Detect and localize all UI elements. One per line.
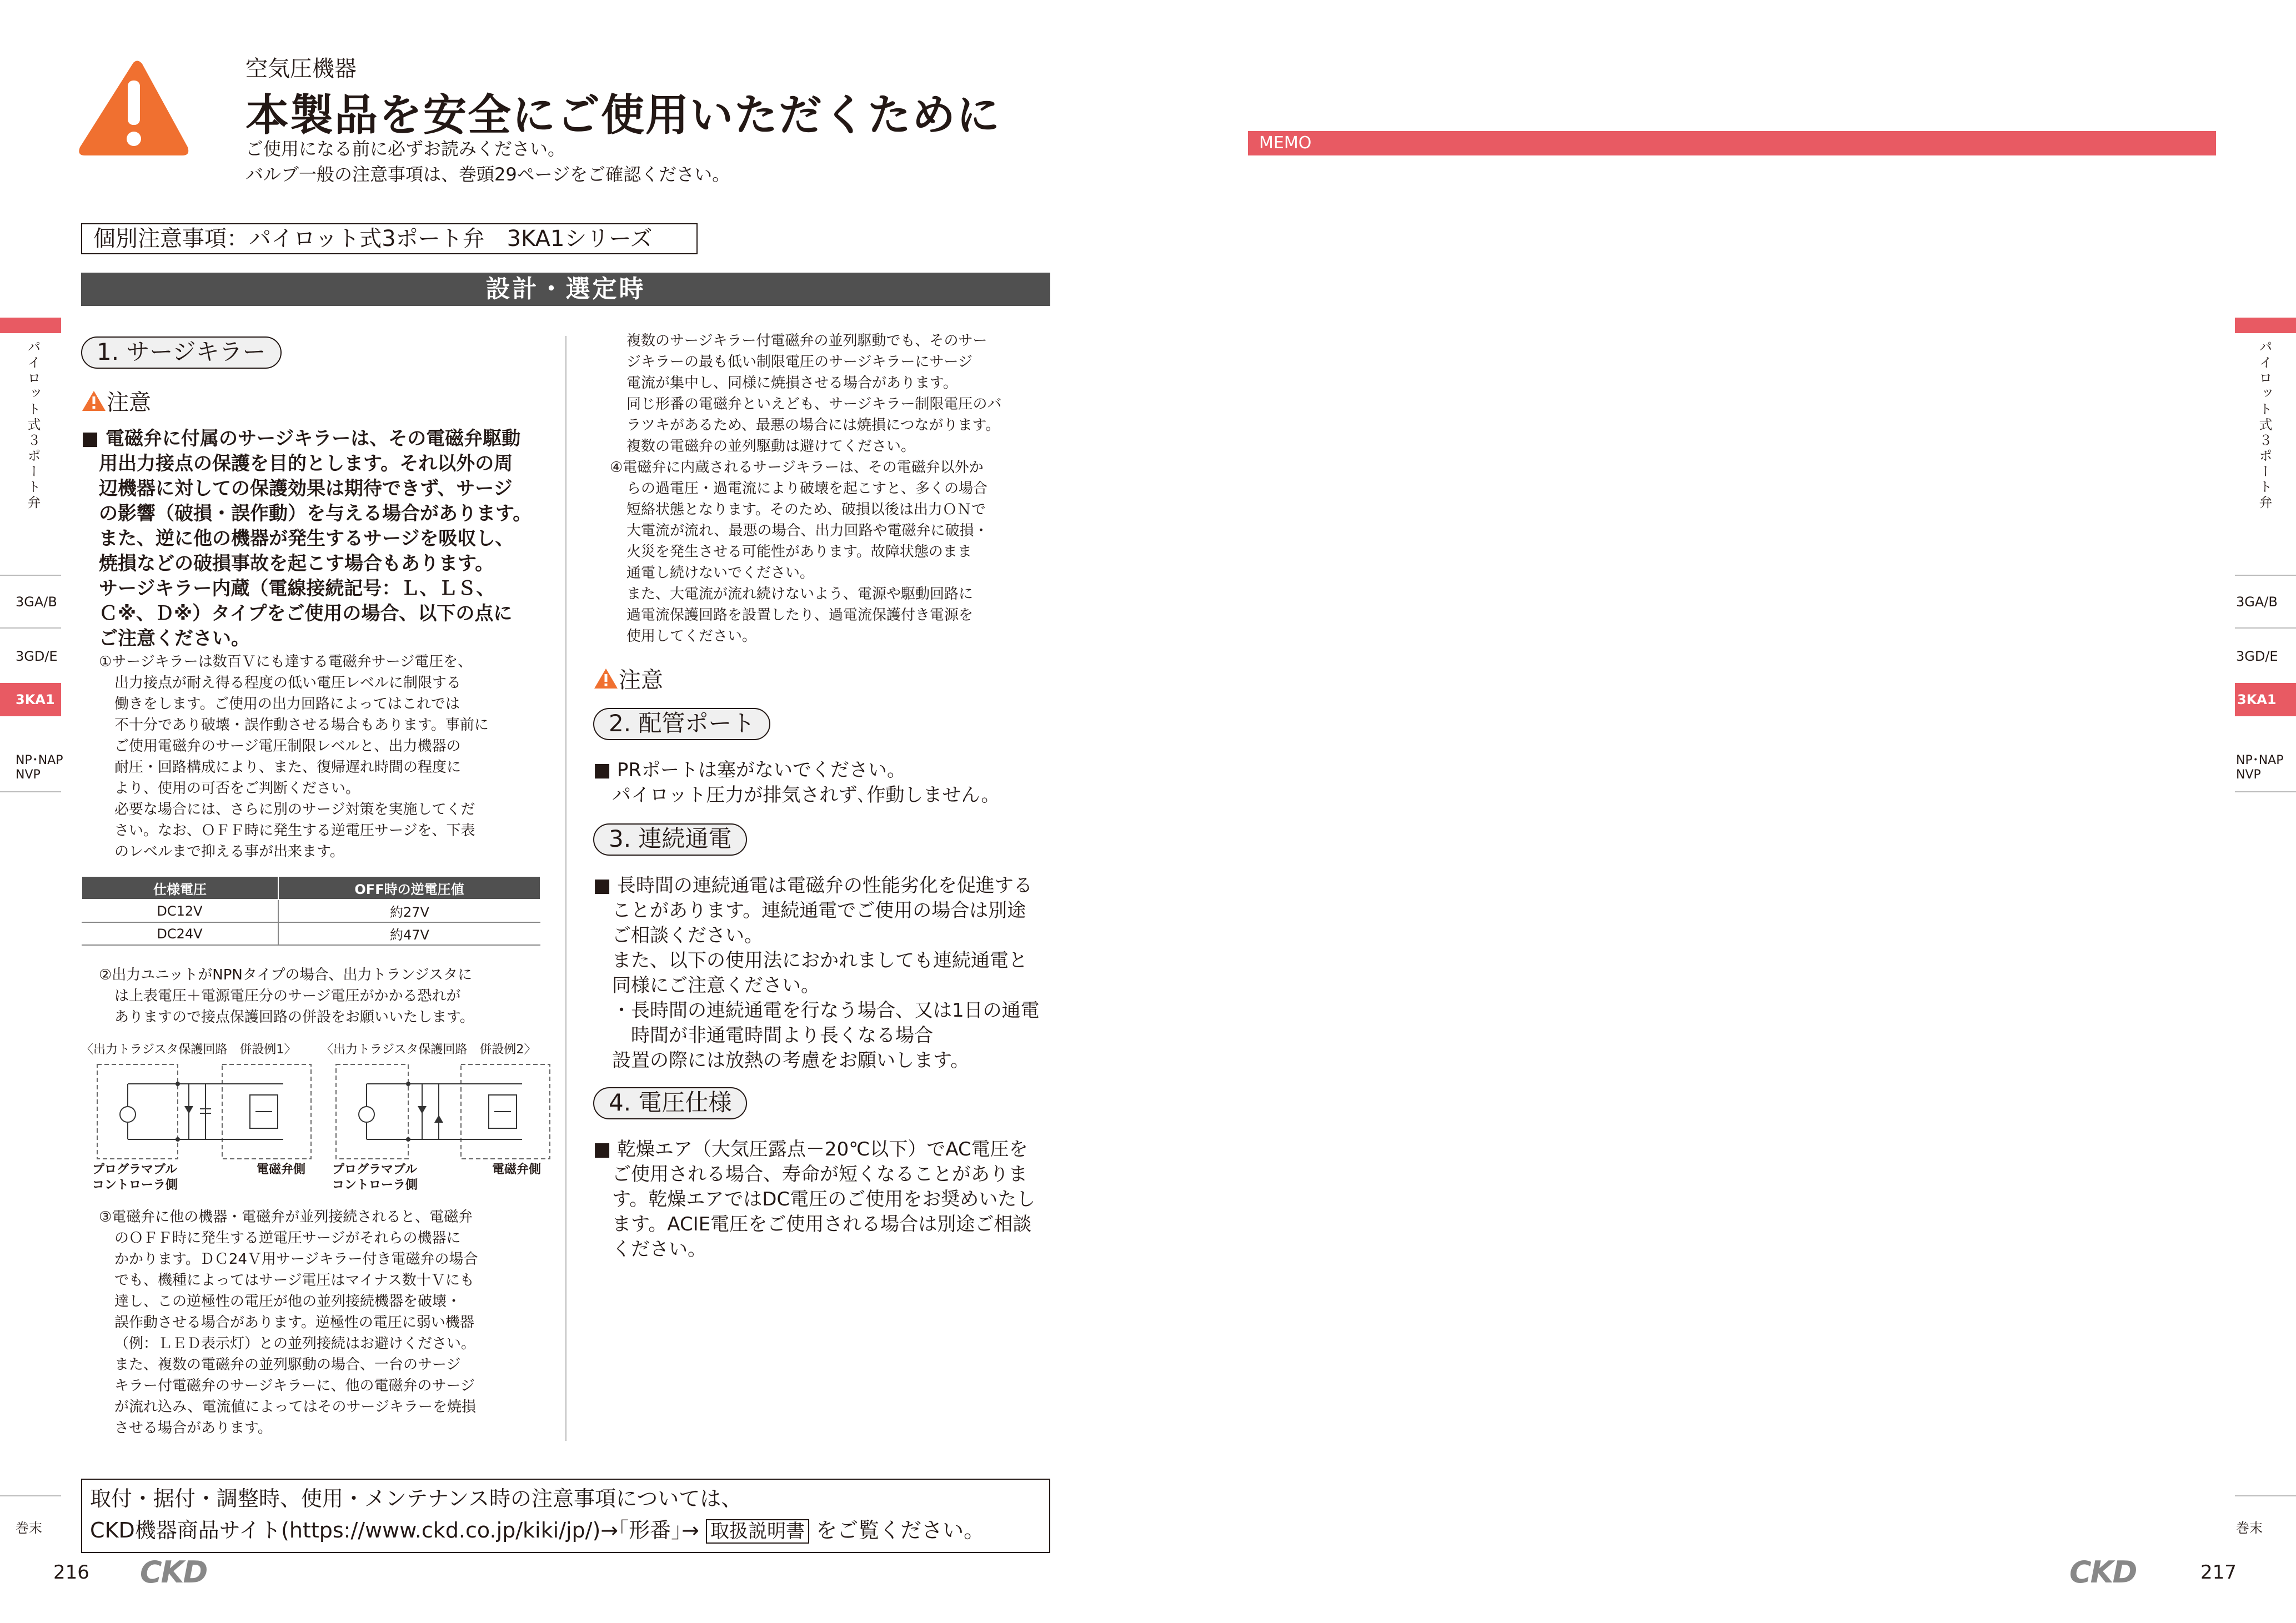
- piping-port-text: ■ PRポートは塞がないでください。 パイロット圧力が排気されず､作動しません。: [593, 759, 1000, 806]
- heading-piping-port: 2. 配管ポート: [593, 708, 770, 740]
- side-tab-3gab[interactable]: 3GA/B: [16, 594, 57, 610]
- diagram-2-title: 〈出力トラジスタ保護回路 併設例2〉: [321, 1043, 537, 1057]
- caution-label: 注意: [81, 385, 151, 416]
- diagram-1-right-label: 電磁弁側: [257, 1163, 306, 1177]
- memo-bar: MEMO: [1248, 131, 2216, 155]
- note-3-continued: 複数のサージキラー付電磁弁の並列駆動でも、そのサー ジキラーの最も低い制限電圧のサージキラーにサージ 電流が集中し、同様に焼損させる場合があります。 同じ形番の電磁弁といえども、サージキラー制限電圧のバ ラツキがあるため、最悪の場合には焼損につながります。 複数の電磁弁の並列駆動は避けてください。 ④電磁弁に内蔵されるサージキラーは、その電磁弁以外か らの過電圧・過電流により破壊を起こすと、多くの場合 短絡状態となります。そのため、破損以後は出力ＯＮで 大電流が流れ、最悪の場合、出力回路や電磁弁に破損・ 火災を発生させる可能性があります。故障状態のまま 通電し続けないでください。 また、大電流が流れ続けないよう、電源や駆動回路に 過電流保護回路を設置したり、過電流保護付き電源を 使用してください。: [610, 333, 1002, 645]
- protection-circuit-diagram-2: [333, 1062, 555, 1162]
- protection-circuit-diagram-1: [94, 1062, 317, 1162]
- side-tab-np-nap-right[interactable]: NP･NAP NVP: [2236, 753, 2284, 782]
- table-row: DC24V 約47V: [82, 922, 540, 945]
- side-tab-pilot-valve-right[interactable]: パイロット式３ポート弁: [2257, 340, 2272, 511]
- page-number-right: 217: [2200, 1561, 2237, 1584]
- side-tab-pilot-valve[interactable]: パイロット式３ポート弁: [25, 340, 41, 511]
- caution-icon: [593, 667, 619, 690]
- note-1: ①サージキラーは数百Ｖにも達する電磁弁サージ電圧を、 出力接点が耐え得る程度の低い電圧レベルに制限する 働きをします。ご使用の出力回路によってはこれでは 不十分であり破壊・誤作動させる場合もあります。事前に ご使用電磁弁のサージ電圧制限レベルと、出力機器の 耐圧・回路構成により、また、復帰遅れ時間の程度に より、使用の可否をご判断ください。 必要な場合には、さらに別のサージ対策を実施してくだ さい。なお、ＯＦＦ時に発生する逆電圧サージを、下表 のレベルまで抑える事が出来ます。: [99, 654, 489, 860]
- heading-surge-killer: 1. サージキラー: [81, 336, 282, 369]
- diagram-2-left-label: プログラマブル コントローラ側: [332, 1163, 418, 1192]
- ckd-logo-left: CKD: [140, 1555, 207, 1590]
- manual-label: 取扱説明書: [706, 1519, 809, 1544]
- caution-icon: [81, 390, 107, 412]
- side-tab-3gde[interactable]: 3GD/E: [16, 649, 58, 664]
- column-divider: [565, 336, 567, 1441]
- ckd-site-link[interactable]: CKD機器商品サイト(https://www.ckd.co.jp/kiki/jp/)→｢形番｣→: [90, 1518, 699, 1542]
- side-tab-3gde-right[interactable]: 3GD/E: [2236, 649, 2278, 664]
- category-label: 空気圧機器: [245, 56, 357, 82]
- caution-label-2: 注意: [593, 662, 663, 694]
- page-title: 本製品を安全にご使用いただくために: [245, 91, 1001, 140]
- surge-killer-warning: ■ 電磁弁に付属のサージキラーは、その電磁弁駆動 用出力接点の保護を目的とします。それ以外の周 辺機器に対しての保護効果は期待できず、サージ の影響（破損・誤作動）を与える場合があります。 また、逆に他の機器が発生するサージを吸収し、 焼損などの破損事故を起こす場合もあります。 サージキラー内蔵（電線接続記号：Ｌ、ＬＳ、 Ｃ※、Ｄ※）タイプをご使用の場合、以下の点に ご注意ください。: [81, 428, 532, 650]
- side-tab-3ka1-right[interactable]: 3KA1: [2235, 683, 2296, 716]
- section-bar: 設計・選定時: [81, 273, 1050, 306]
- side-tab-3ka1[interactable]: 3KA1: [0, 683, 61, 716]
- heading-voltage-spec: 4. 電圧仕様: [593, 1087, 747, 1119]
- diagram-2-right-label: 電磁弁側: [492, 1163, 542, 1177]
- heading-continuous-energizing: 3. 連続通電: [593, 823, 747, 856]
- continuous-energizing-text: ■ 長時間の連続通電は電磁弁の性能劣化を促進する ことがあります。連続通電でご使用の場合は別途 ご相談ください。 また、以下の使用法におかれましても連続通電と 同様にご注意ください。 ・長時間の連続通電を行なう場合、又は1日の通電 時間が非通電時間より長くなる場合 設置の際には放熱の考慮をお願いします。: [593, 875, 1040, 1072]
- page-number-left: 216: [53, 1561, 89, 1584]
- note-2: ②出力ユニットがNPNタイプの場合、出力トランジスタに は上表電圧＋電源電圧分のサージ電圧がかかる恐れが ありますので接点保護回路の併設をお願いいたします。: [99, 967, 474, 1026]
- diagram-1-title: 〈出力トラジスタ保護回路 併設例1〉: [81, 1043, 297, 1057]
- side-tab-3gab-right[interactable]: 3GA/B: [2236, 594, 2278, 610]
- maintenance-notice-box: 取付・据付・調整時、使用・メンテナンス時の注意事項については、 CKD機器商品サイト(https://www.ckd.co.jp/kiki/jp/)→｢形番｣→ 取扱説明書 をご覧ください。: [81, 1479, 1050, 1553]
- series-title-box: 個別注意事項：パイロット式3ポート弁 3KA1シリーズ: [81, 223, 698, 254]
- side-tab-accent-right: [2235, 318, 2296, 333]
- diagram-1-left-label: プログラマブル コントローラ側: [92, 1163, 178, 1192]
- side-tab-end-right[interactable]: 巻末: [2236, 1520, 2263, 1536]
- warning-icon: [77, 58, 191, 158]
- table-row: DC12V 約27V: [82, 900, 540, 922]
- side-tab-end[interactable]: 巻末: [16, 1520, 42, 1536]
- ckd-logo-right: CKD: [2069, 1555, 2137, 1590]
- note-3: ③電磁弁に他の機器・電磁弁が並列接続されると、電磁弁 のＯＦＦ時に発生する逆電圧サージがそれらの機器に かかります。ＤＣ24Ｖ用サージキラー付き電磁弁の場合 でも、機種によってはサージ電圧はマイナス数十Ｖにも 達し、この逆極性の電圧が他の並列接続機器を破壊・ 誤作動させる場合があります。逆極性の電圧に弱い機器 （例：ＬＥＤ表示灯）との並列接続はお避けください。 また、複数の電磁弁の並列駆動の場合、一台のサージ キラー付電磁弁のサージキラーに、他の電磁弁のサージ が流れ込み、電流値によってはそのサージキラーを焼損 させる場合があります。: [99, 1209, 478, 1436]
- voltage-spec-text: ■ 乾燥エア（大気圧露点－20℃以下）でAC電圧を ご使用される場合、寿命が短くなることがありま す。乾燥エアではDC電圧のご使用をお奨めいたし ます。ACIE電圧をご使用される場合は別途ご相談 ください。: [593, 1138, 1036, 1260]
- side-tab-accent: [0, 318, 61, 333]
- reverse-voltage-table: [81, 876, 541, 946]
- intro-text: ご使用になる前に必ずお読みください。 バルブ一般の注意事項は、巻頭29ページをご確認ください。: [245, 138, 730, 185]
- side-tab-np-nap[interactable]: NP･NAP NVP: [16, 753, 63, 782]
- table-header-row: 仕様電圧 OFF時の逆電圧値: [82, 876, 540, 900]
